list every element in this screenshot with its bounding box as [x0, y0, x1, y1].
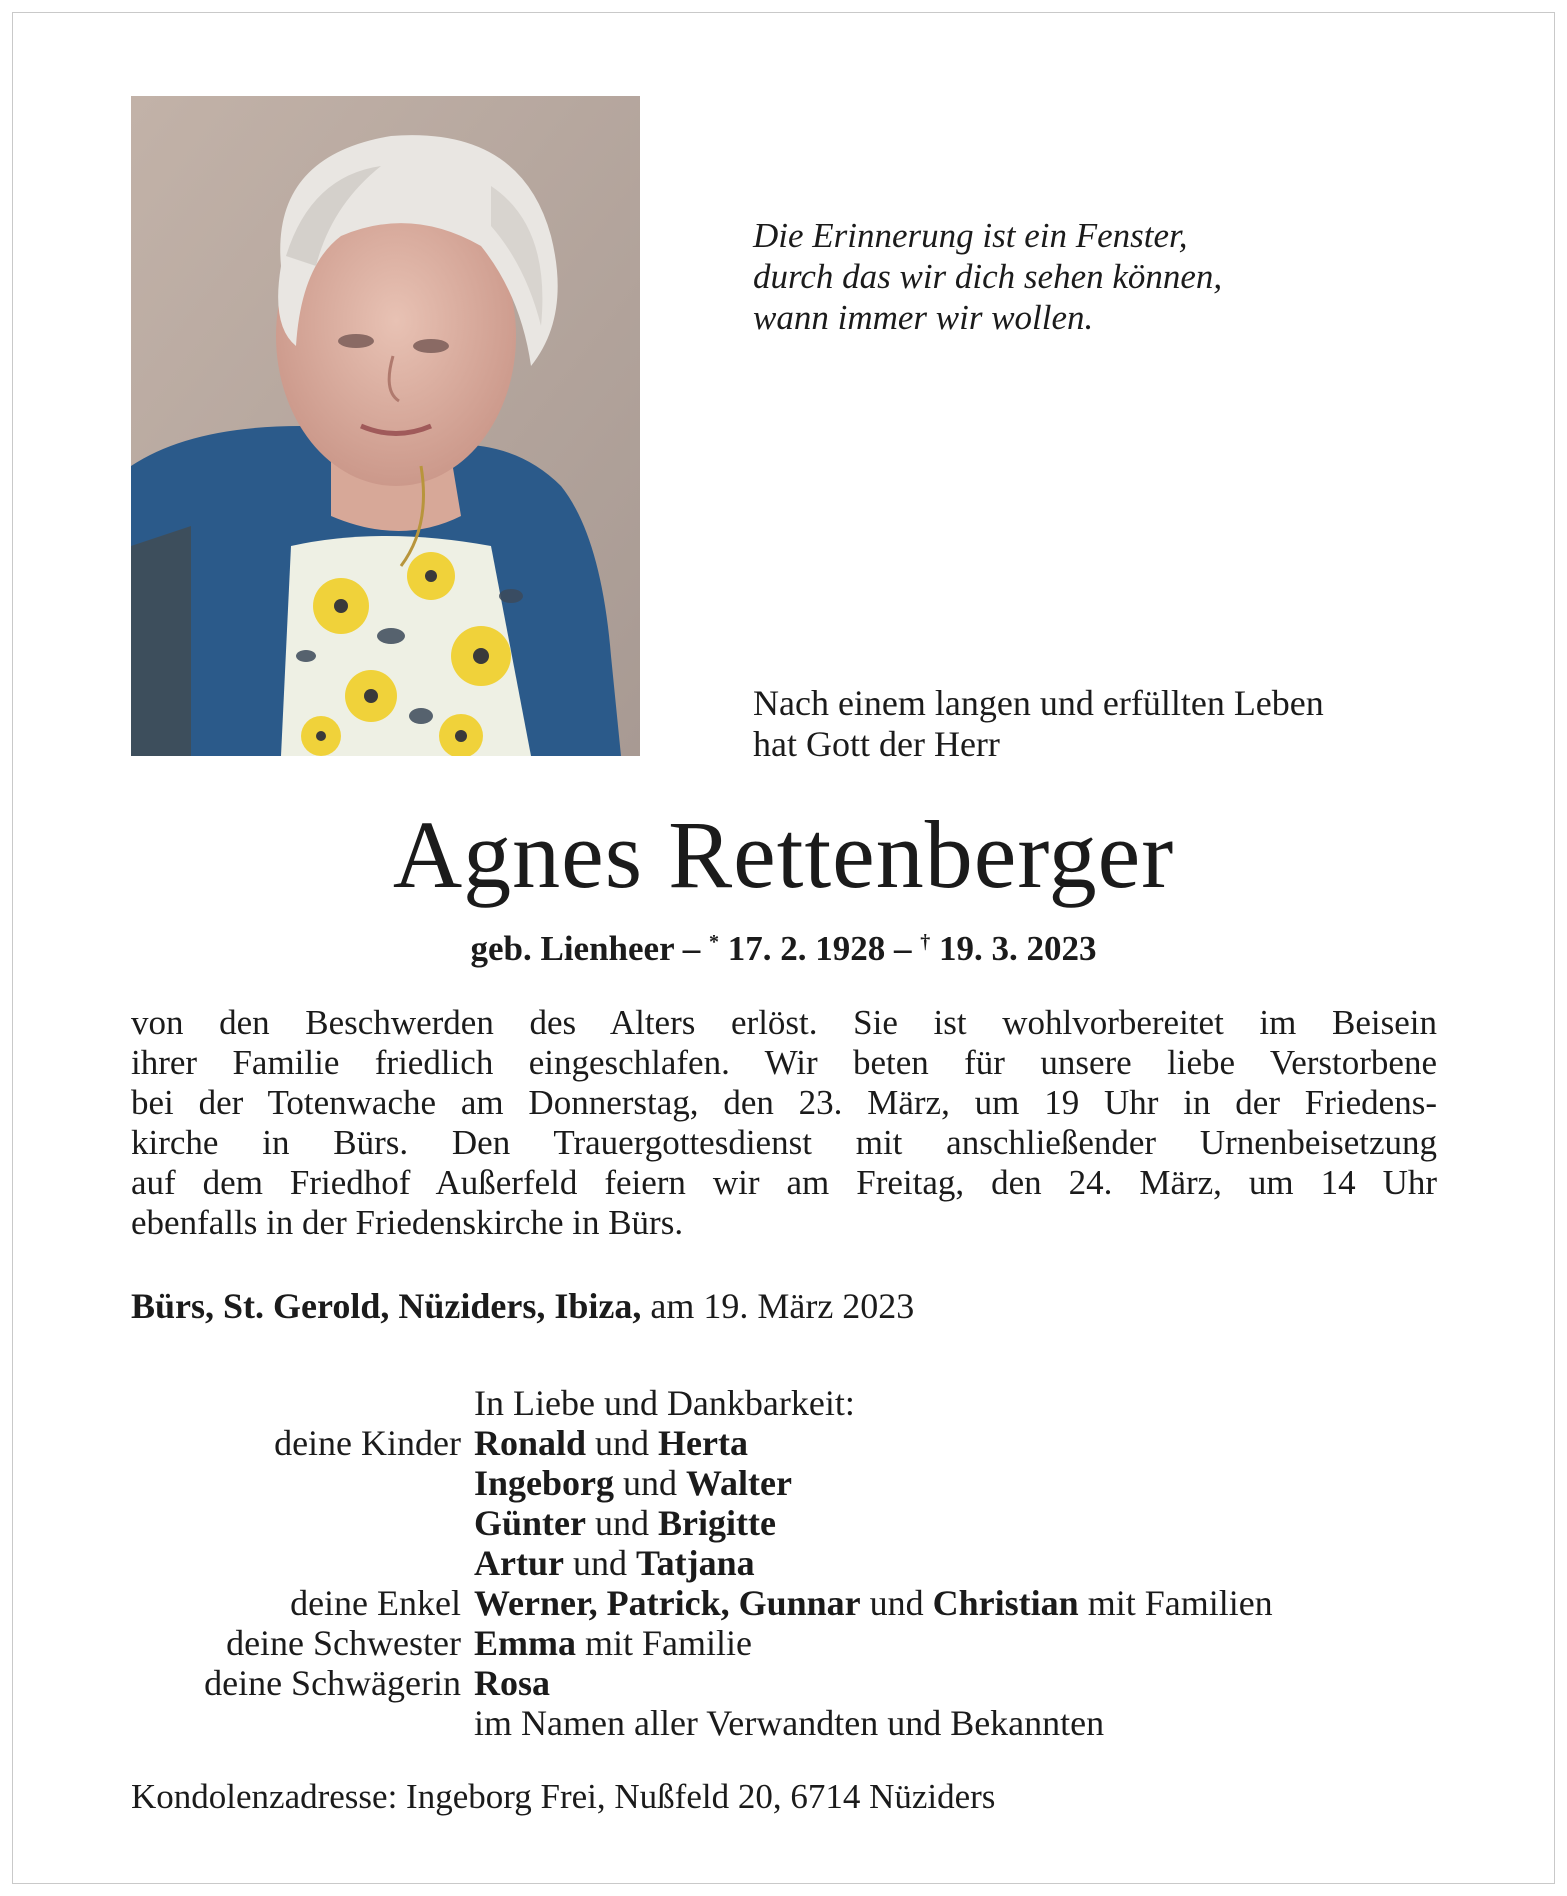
mourners-closing-row	[0, 1703, 1567, 1743]
mourner-row	[0, 1583, 1567, 1623]
birth-date: 17. 2. 1928	[719, 929, 886, 968]
mourners-heading-row	[0, 1383, 1567, 1423]
mourner-row	[0, 1463, 1567, 1503]
place-names: Bürs, St. Gerold, Nüziders, Ibiza,	[131, 1286, 642, 1326]
mourners-list	[0, 1383, 1567, 1743]
body-line: kirche in Bürs. Den Trauergottesdienst mit anschließender Urnenbeisetzung	[131, 1123, 1437, 1162]
birth-star-icon: *	[709, 931, 719, 953]
mourner-name: Werner, Patrick, Gunnar	[474, 1583, 861, 1623]
body-line: ebenfalls in der Friedenskirche in Bürs.	[131, 1203, 684, 1242]
quote-line: wann immer wir wollen.	[753, 298, 1094, 337]
mourner-name: Günter	[474, 1503, 586, 1543]
obituary-body	[131, 1003, 1437, 1243]
mourners-heading: In Liebe und Dankbarkeit:	[474, 1383, 855, 1423]
portrait-illustration	[131, 96, 640, 756]
body-line: auf dem Friedhof Außerfeld feiern wir am Freitag, den 24. März, um 14 Uhr	[131, 1163, 1437, 1202]
conjunction: und	[860, 1583, 933, 1623]
intro-text	[753, 683, 1324, 765]
conjunction: und	[563, 1543, 636, 1583]
maiden-name: geb. Lienheer	[470, 929, 674, 968]
conjunction: und	[586, 1503, 658, 1543]
place-date-line	[131, 1285, 914, 1327]
mourner-row	[0, 1623, 1567, 1663]
body-line: von den Beschwerden des Alters erlöst. Sie ist wohlvorbereitet im Beisein	[131, 1003, 1437, 1042]
mourners-closing: im Namen aller Verwandten und Bekannten	[474, 1703, 1105, 1743]
body-line: ihrer Familie friedlich eingeschlafen. Wir beten für unsere liebe Verstorbene	[131, 1043, 1437, 1082]
mourner-name: Tatjana	[635, 1543, 755, 1583]
mourner-suffix: mit Familien	[1078, 1583, 1273, 1623]
mourner-row	[0, 1543, 1567, 1583]
relation-label: deine Schwester	[226, 1623, 461, 1663]
life-dates	[0, 921, 1567, 970]
memorial-quote	[753, 215, 1222, 338]
death-date: 19. 3. 2023	[930, 929, 1097, 968]
conjunction: und	[614, 1463, 687, 1503]
quote-line: Die Erinnerung ist ein Fenster,	[753, 216, 1188, 255]
body-line: bei der Totenwache am Donnerstag, den 23. März, um 19 Uhr in der Friedens-	[131, 1083, 1437, 1122]
mourner-row	[0, 1503, 1567, 1543]
mourner-name: Brigitte	[658, 1503, 776, 1543]
mourner-row	[0, 1663, 1567, 1703]
mourner-name: Artur	[474, 1543, 564, 1583]
mourner-name: Walter	[686, 1463, 792, 1503]
mourner-name: Ronald	[474, 1423, 587, 1463]
deceased-name: Agnes Rettenberger	[392, 801, 1175, 908]
death-cross-icon: †	[920, 931, 931, 953]
mourner-name: Emma	[474, 1623, 576, 1663]
mourner-name: Rosa	[474, 1663, 551, 1703]
mourner-suffix: mit Familie	[576, 1623, 752, 1663]
relation-label: deine Kinder	[274, 1423, 461, 1463]
portrait-photo	[131, 96, 640, 756]
date-separator: –	[674, 929, 709, 968]
mourner-name: Herta	[658, 1423, 748, 1463]
mourner-name: Ingeborg	[474, 1463, 615, 1503]
conjunction: und	[586, 1423, 659, 1463]
relation-label: deine Enkel	[290, 1583, 461, 1623]
intro-line: Nach einem langen und erfüllten Leben	[753, 683, 1324, 723]
quote-line: durch das wir dich sehen können,	[753, 257, 1223, 296]
mourner-row	[0, 1423, 1567, 1463]
condolence-address: Kondolenzadresse: Ingeborg Frei, Nußfeld 20, 6714 Nüziders	[131, 1777, 996, 1816]
date-separator: –	[885, 929, 921, 968]
intro-line: hat Gott der Herr	[753, 724, 1000, 764]
announcement-date: am 19. März 2023	[641, 1286, 915, 1326]
relation-label: deine Schwägerin	[204, 1663, 461, 1703]
mourner-name: Christian	[932, 1583, 1079, 1623]
